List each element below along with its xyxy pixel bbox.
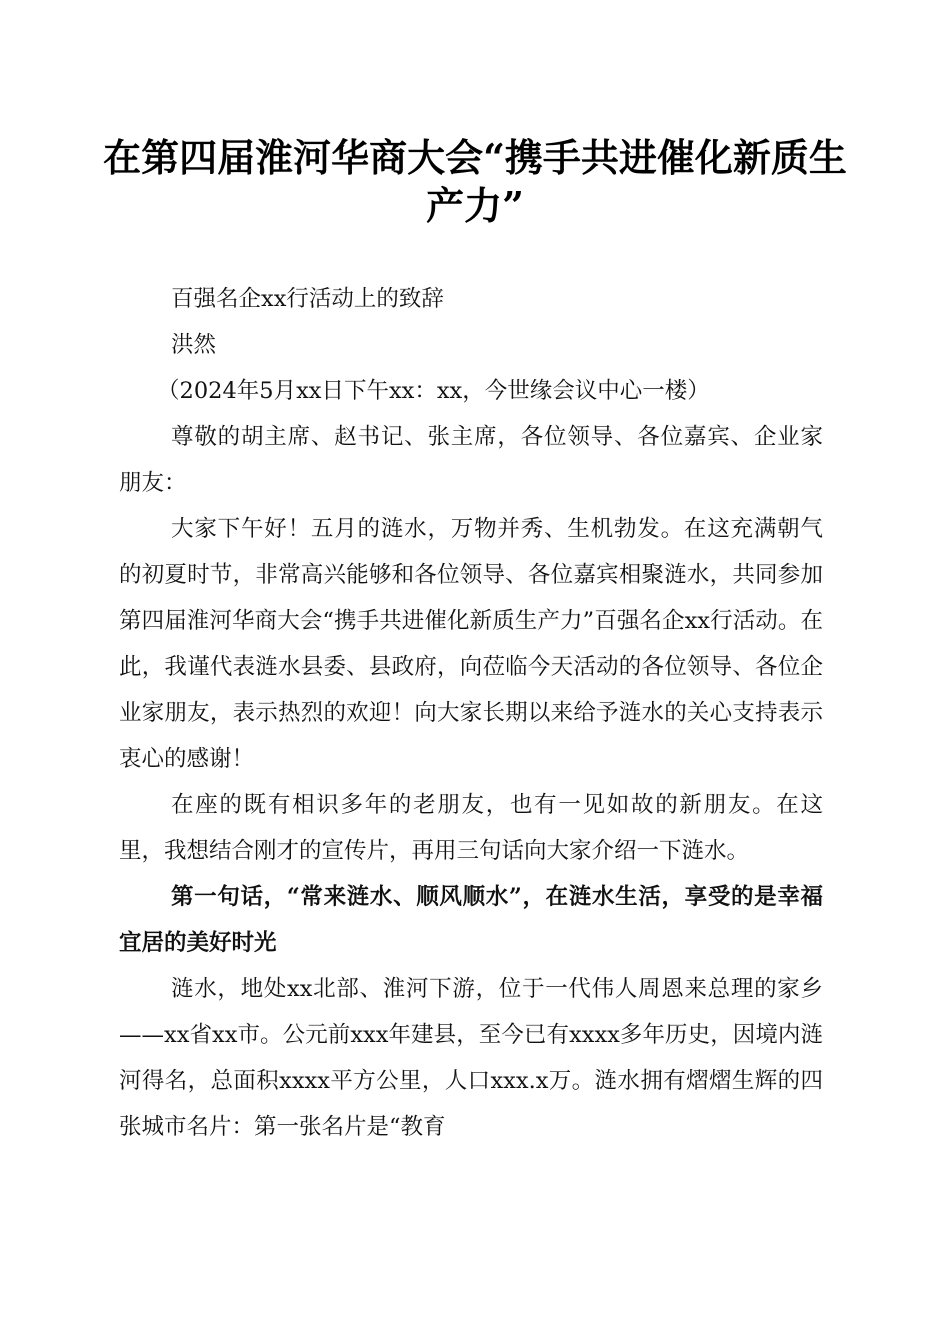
subtitle-line: 百强名企xx行活动上的致辞 (171, 286, 444, 312)
section-heading: 第一句话，“常来涟水、顺风顺水”，在涟水生活，享受的是幸福宜居的美好时光 (119, 884, 823, 956)
paragraph: 大家下午好！五月的涟水，万物并秀、生机勃发。在这充满朝气的初夏时节，非常高兴能够和各位领导、各位嘉宾相聚涟水，共同参加第四届淮河华商大会“携手共进催化新质生产力”百强名企xx行活动。在此，我谨代表涟水县委、县政府，向莅临今天活动的各位领导、各位企业家朋友，表示热烈的欢迎！向大家长期以来给予涟水的关心支持表示衷心的感谢！ (119, 516, 823, 772)
dateline: （2024年5月xx日下午xx：xx，今世缘会议中心一楼） (157, 378, 710, 404)
paragraph: 在座的既有相识多年的老朋友，也有一见如故的新朋友。在这里，我想结合刚才的宣传片，再用三句话向大家介绍一下涟水。 (119, 792, 823, 864)
section-paragraph: 涟水，地处xx北部、淮河下游，位于一代伟人周恩来总理的家乡——xx省xx市。公元前xxx年建县，至今已有xxxx多年历史，因境内涟河得名，总面积xxxx平方公里，人口xxx.x万。涟水拥有熠熠生辉的四张城市名片：第一张名片是“教育 (119, 976, 823, 1140)
document-title: 在第四届淮河华商大会“携手共进催化新质生产力” (103, 135, 847, 228)
salutation: 尊敬的胡主席、赵书记、张主席，各位领导、各位嘉宾、企业家朋友： (119, 424, 823, 496)
author-line: 洪然 (171, 332, 217, 358)
document-body (119, 276, 823, 1150)
